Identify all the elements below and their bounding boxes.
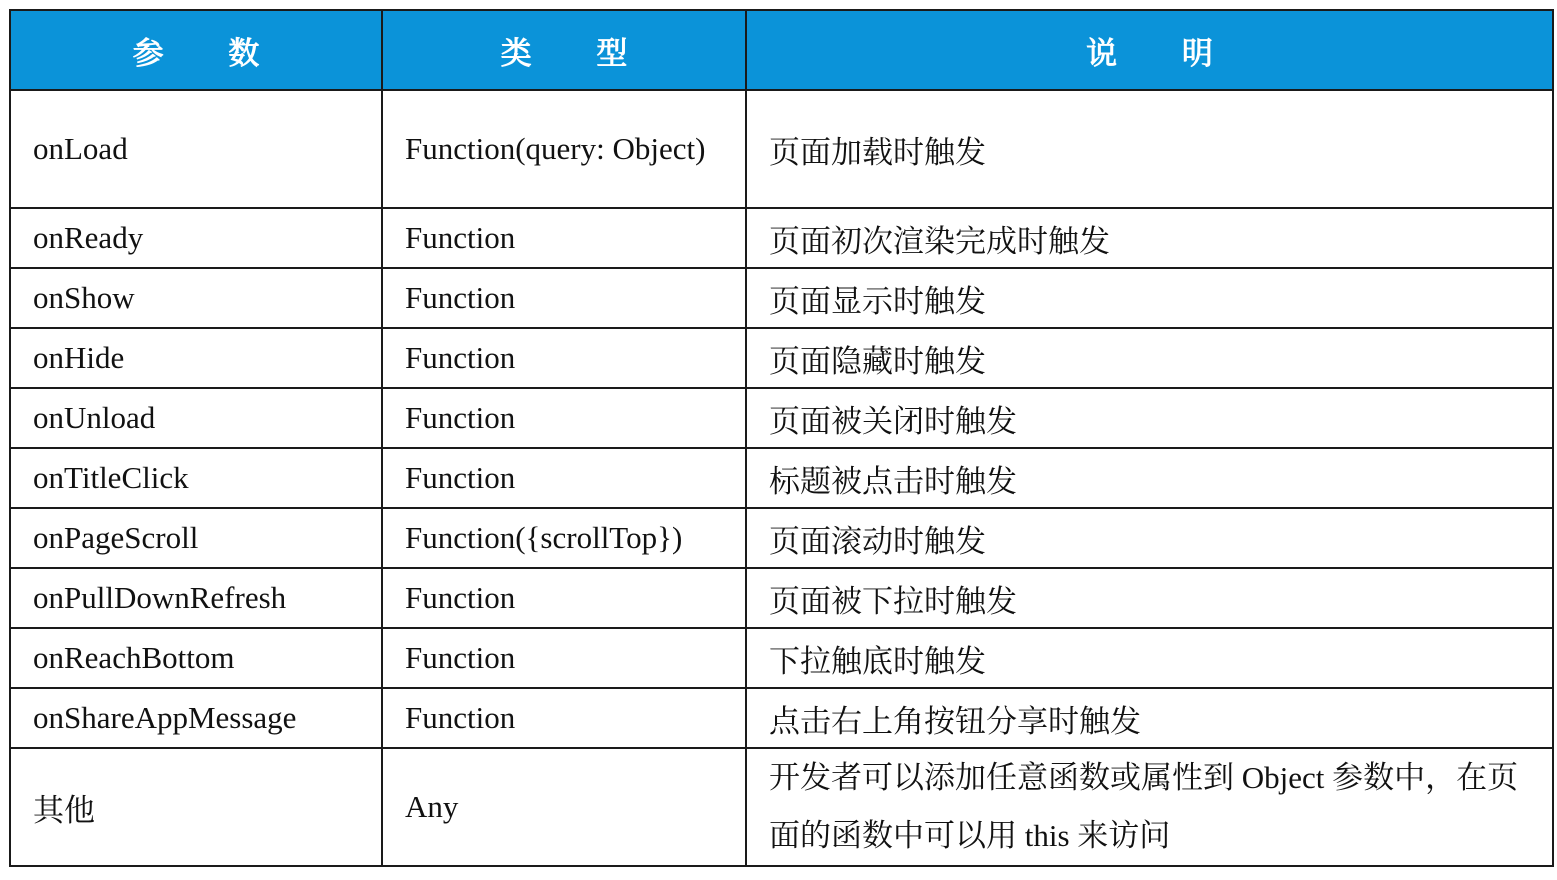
table-row [10,268,1553,328]
table-header [10,10,1553,90]
table-row [10,208,1553,268]
desc-cell: 页面显示时触发 [746,268,1553,328]
type-cell: Any [382,748,746,866]
header-type: 类 型 [382,10,746,90]
type-cell: Function [382,568,746,628]
param-cell: onUnload [10,388,382,448]
param-cell: onHide [10,328,382,388]
table-row [10,628,1553,688]
type-cell: Function [382,628,746,688]
desc-cell: 开发者可以添加任意函数或属性到 Object 参数中，在页面的函数中可以用 this 来访问 [746,748,1553,866]
type-cell: Function [382,688,746,748]
desc-cell: 标题被点击时触发 [746,448,1553,508]
header-param: 参 数 [10,10,382,90]
param-cell: onShow [10,268,382,328]
type-cell: Function [382,328,746,388]
desc-cell: 页面被关闭时触发 [746,388,1553,448]
desc-cell: 页面初次渲染完成时触发 [746,208,1553,268]
table-row [10,688,1553,748]
param-cell: onReachBottom [10,628,382,688]
param-cell: onPageScroll [10,508,382,568]
param-cell: onTitleClick [10,448,382,508]
table-row [10,388,1553,448]
type-cell: Function [382,448,746,508]
param-cell: onPullDownRefresh [10,568,382,628]
desc-cell: 页面加载时触发 [746,90,1553,208]
table-row [10,748,1553,866]
type-cell: Function [382,388,746,448]
table-row [10,568,1553,628]
desc-cell: 页面滚动时触发 [746,508,1553,568]
table-row [10,90,1553,208]
type-cell: Function(query: Object) [382,90,746,208]
desc-cell: 页面被下拉时触发 [746,568,1553,628]
type-cell: Function({scrollTop}) [382,508,746,568]
desc-cell: 下拉触底时触发 [746,628,1553,688]
table-row [10,328,1553,388]
param-cell: 其他 [10,748,382,866]
param-cell: onReady [10,208,382,268]
table-row [10,508,1553,568]
page-parameters-table [9,9,1554,867]
header-description: 说 明 [746,10,1553,90]
table-row [10,448,1553,508]
type-cell: Function [382,268,746,328]
header-row [10,10,1553,90]
desc-cell: 页面隐藏时触发 [746,328,1553,388]
param-cell: onLoad [10,90,382,208]
table-body [10,90,1553,866]
desc-cell: 点击右上角按钮分享时触发 [746,688,1553,748]
type-cell: Function [382,208,746,268]
param-cell: onShareAppMessage [10,688,382,748]
